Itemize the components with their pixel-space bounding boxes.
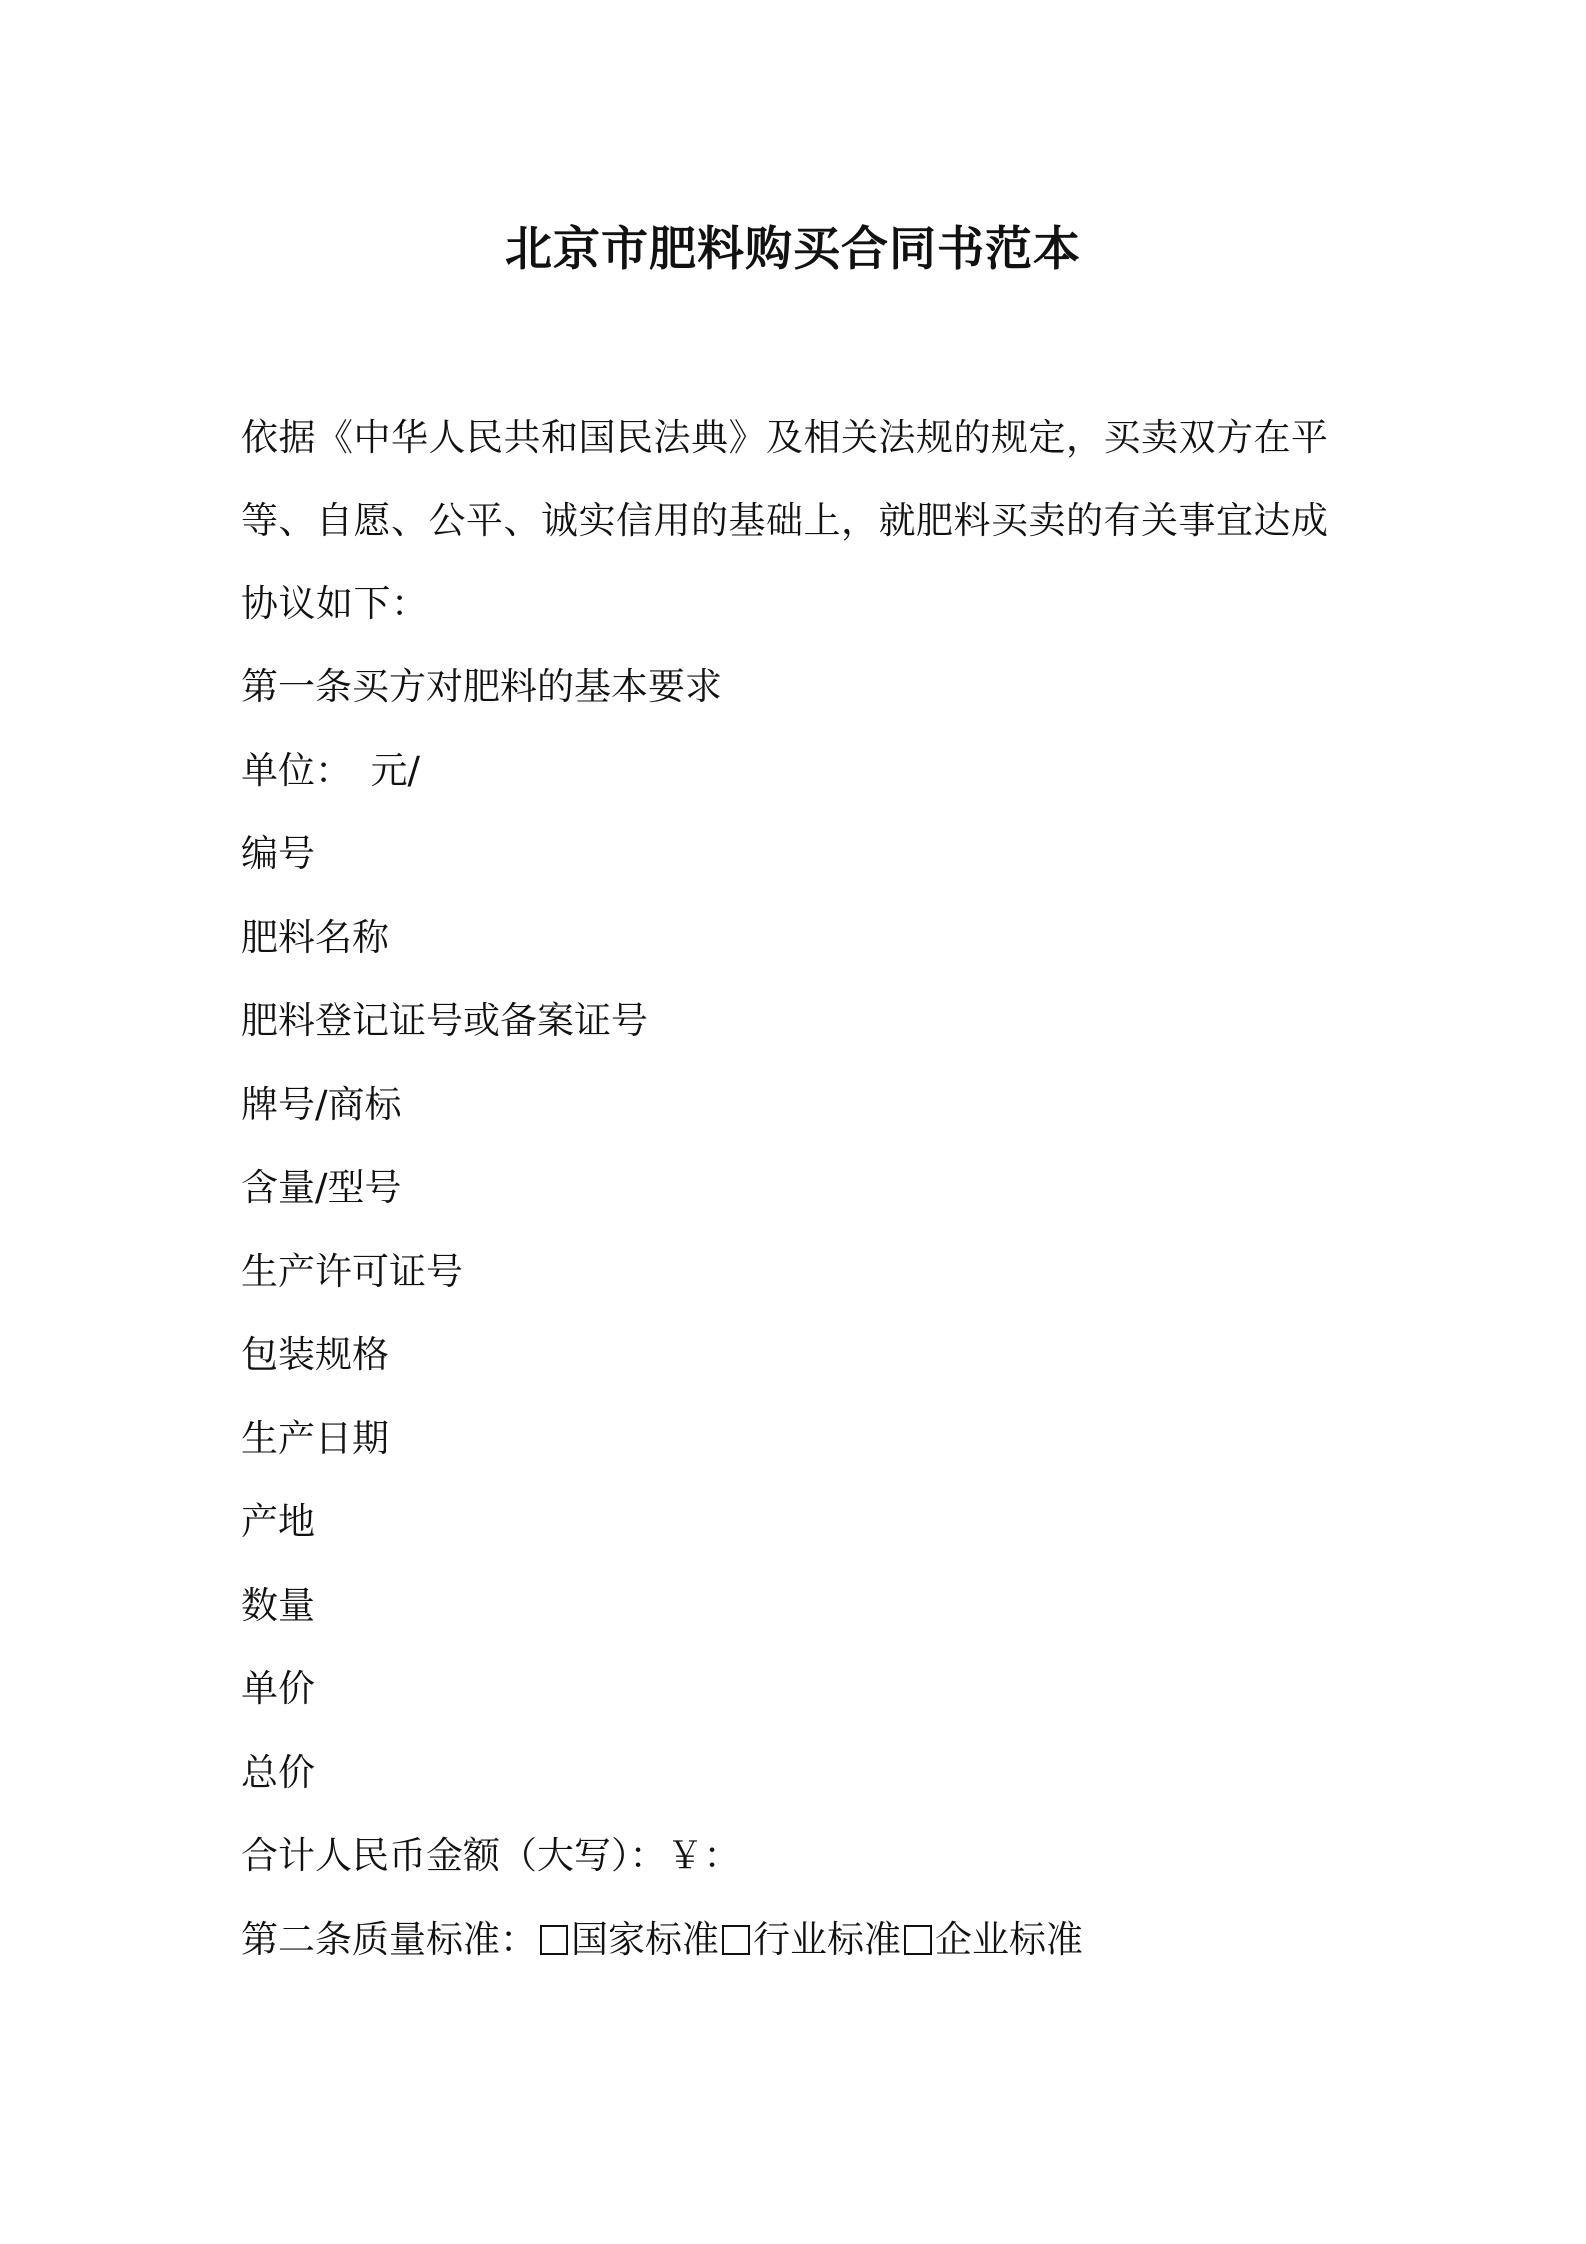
field-content-model: 含量/型号 xyxy=(241,1166,402,1209)
field-number: 编号 xyxy=(241,832,315,875)
field-total-price: 总价 xyxy=(241,1750,315,1794)
field-fertilizer-name: 肥料名称 xyxy=(241,915,389,959)
intro-paragraph: 依据《中华人民共和国民法典》及相关法规的规定，买卖双方在平等、自愿、公平、诚实信用的基础上，就肥料买卖的有关事宜达成协议如下： xyxy=(241,416,1329,625)
article-2-quality-standard xyxy=(241,1898,1361,1982)
field-quantity: 数量 xyxy=(241,1583,315,1627)
national-standard-label: 国家标准 xyxy=(571,1917,719,1961)
contract-body xyxy=(241,645,1361,1981)
field-unit-price: 单价 xyxy=(241,1667,315,1710)
field-brand-trademark: 牌号/商标 xyxy=(241,1082,402,1126)
field-origin: 产地 xyxy=(241,1500,315,1543)
field-production-license: 生产许可证号 xyxy=(241,1249,463,1293)
article-2-heading: 第二条质量标准： xyxy=(241,1917,537,1961)
unit-line: 单位： 元/ xyxy=(241,748,420,792)
enterprise-standard-label: 企业标准 xyxy=(935,1917,1083,1961)
industry-standard-checkbox[interactable] xyxy=(722,1925,750,1955)
field-production-date: 生产日期 xyxy=(241,1416,389,1460)
field-registration-number: 肥料登记证号或备案证号 xyxy=(241,999,648,1042)
total-amount-line: 合计人民币金额（大写）：￥： xyxy=(241,1834,741,1877)
article-1-heading: 第一条买方对肥料的基本要求 xyxy=(241,665,722,708)
industry-standard-label: 行业标准 xyxy=(753,1917,901,1961)
national-standard-checkbox[interactable] xyxy=(540,1925,568,1955)
document-title: 北京市肥料购买合同书范本 xyxy=(505,222,1081,277)
enterprise-standard-checkbox[interactable] xyxy=(904,1925,932,1955)
field-packaging-spec: 包装规格 xyxy=(241,1333,389,1376)
